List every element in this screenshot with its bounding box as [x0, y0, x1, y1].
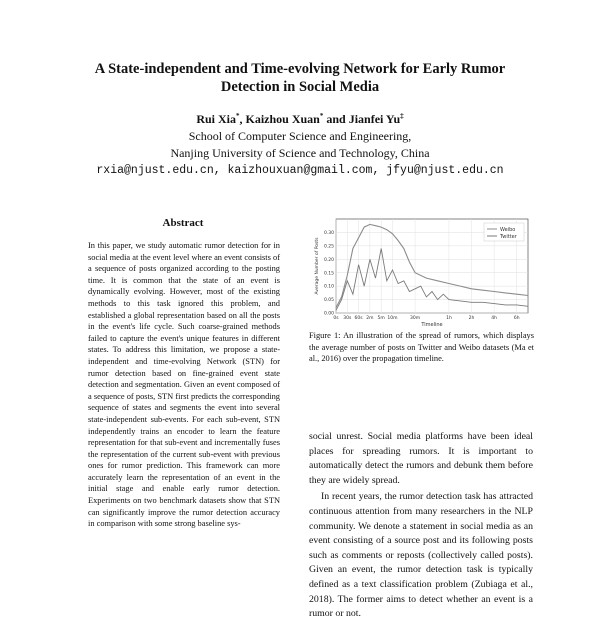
legend-label-weibo: Weibo — [500, 226, 516, 233]
x-tick-label: 4h — [491, 316, 497, 321]
y-tick-label: 0.10 — [323, 284, 334, 290]
abstract-heading: Abstract — [162, 217, 204, 229]
y-tick-label: 0.05 — [323, 298, 334, 304]
body-paragraph-2: In recent years, the rumor detection task has attracted continuous attention from many researchers in the NLP community. We denote a statement in social media as an event consisting of a source post and its following posts such as comments or reposts (collectively called posts). Given an event, the rumor detection task is typically defined as a text classification problem (Zubiaga et al., 2018). The former aims to detect whether an event is a rumor or not. — [309, 491, 533, 620]
x-tick-label: 30m — [409, 316, 421, 321]
author-emails: rxia@njust.edu.cn, kaizhouxuan@gmail.com, jfyu@njust.edu.cn — [96, 164, 504, 177]
x-axis-label: Timeline — [421, 322, 443, 328]
y-tick-label: 0.30 — [323, 231, 334, 237]
author-3: and Jianfei Yu — [326, 112, 401, 126]
x-tick-label: 1h — [446, 316, 452, 321]
author-1-mark: * — [236, 112, 240, 120]
paper-title — [60, 60, 540, 96]
affiliation-line-2: Nanjing University of Science and Technology, China — [170, 146, 430, 160]
affiliation-line-1: School of Computer Science and Engineering, — [188, 129, 412, 143]
y-tick-label: 0.20 — [323, 257, 334, 263]
body-paragraph-1: social unrest. Social media platforms have been ideal places for spreading rumors. It is important to automatically detect the rumors and debunk them before they are widely spread. — [309, 431, 533, 486]
x-tick-label: 10m — [387, 316, 398, 321]
author-2-mark: * — [319, 112, 324, 120]
y-axis-label: Average Number of Posts — [315, 237, 320, 295]
x-tick-label: 30s — [343, 316, 352, 321]
author-names: Rui Xia*, Kaizhou Xuan* and Jianfei Yu‡ — [196, 112, 404, 126]
author-3-mark: ‡ — [400, 112, 404, 120]
y-tick-label: 0.00 — [323, 311, 334, 317]
figure-1-chart — [306, 213, 534, 328]
title-line-2: Detection in Social Media — [220, 79, 380, 95]
legend-label-twitter: Twitter — [500, 233, 517, 240]
abstract-text: In this paper, we study automatic rumor detection for in social media at the event level where an event consists of a sequence of posts organized according to the posting time. It is common that the state of an event is dynamically evolving. However, most of the existing methods to this task ignored this problem, and established a global representation based on all the posts in the event's life cycle. Such coarse-grained methods failed to capture the event's unique features in different states. To address this limitation, we propose a state-independent and time-evolving Network (STN) for rumor detection based on fine-grained event state detection and segmentation. Given an event composed of a sequence of posts, STN first predicts the corresponding sequence of states and segments the event into several state-independent sub-events. For each sub-event, STN independently trains an encoder to learn the feature representation for that sub-event and incrementally fuses the representation of the current sub-event with previous ones for rumor prediction. This framework can more accurately learn the representation of an event in the initial stage and enable early rumor detection. Experiments on two benchmark datasets show that STN can significantly improve the rumor detection accuracy in comparison with some strong baseline sys- — [88, 241, 280, 529]
author-2: Kaizhou Xuan — [245, 112, 320, 126]
y-tick-label: 0.25 — [323, 244, 334, 250]
x-tick-label: 2h — [468, 316, 475, 321]
body-text — [309, 430, 533, 622]
x-tick-label: 2m — [366, 316, 374, 321]
x-tick-label: 6h — [513, 316, 520, 321]
author-block — [60, 111, 540, 179]
x-tick-label: 60s — [354, 316, 363, 321]
x-tick-label: 5m — [377, 316, 385, 321]
x-tick-label: 0s — [333, 316, 339, 321]
y-tick-label: 0.15 — [323, 271, 334, 277]
author-1: Rui Xia — [196, 112, 236, 126]
figure-1-caption: Figure 1: An illustration of the spread of rumors, which displays the average number of posts on Twitter and Weibo datasets (Ma et al., 2016) over the propagation timeline. — [309, 331, 534, 364]
title-line-1: A State-independent and Time-evolving Network for Early Rumor — [94, 61, 506, 77]
